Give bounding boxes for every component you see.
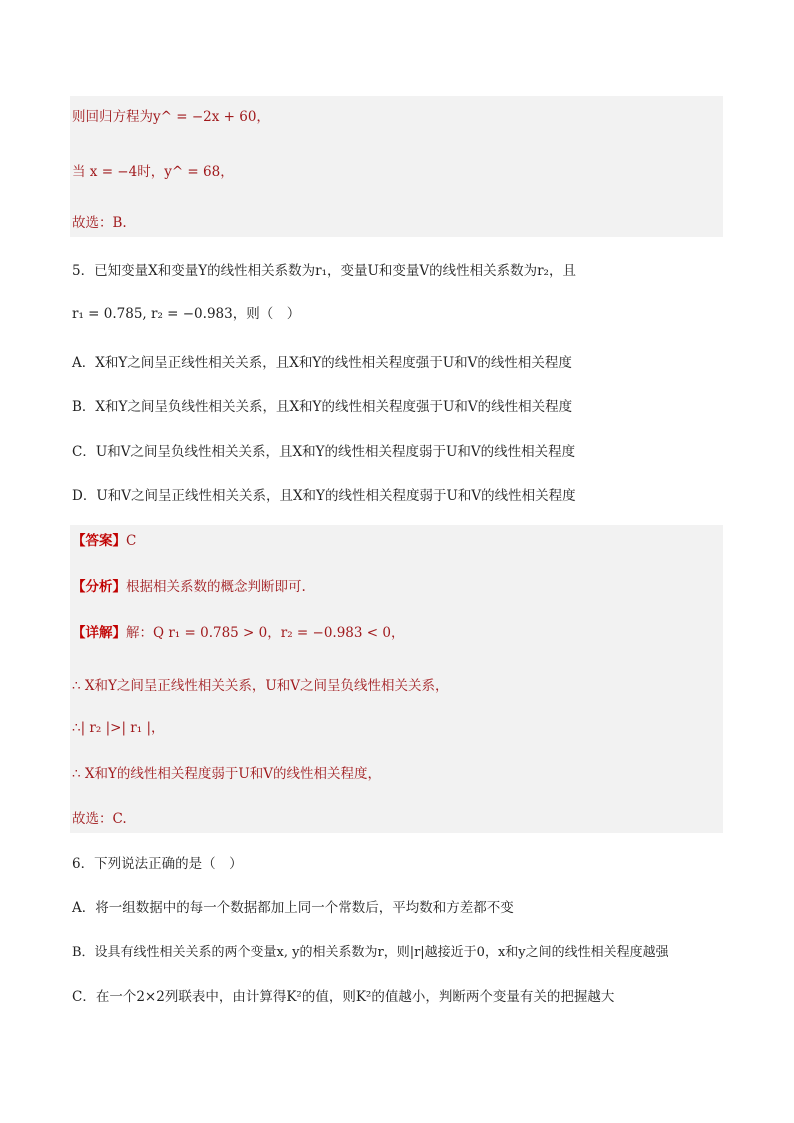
analysis-text: 根据相关系数的概念判断即可. <box>126 579 306 595</box>
q5-detail-line3: ∴| r₂ |>| r₁ |， <box>72 720 165 736</box>
q6-stem: 6．下列说法正确的是（ ） <box>72 856 243 872</box>
q5-stem-line2: r₁ = 0.785, r₂ = −0.983，则（ ） <box>72 306 301 322</box>
q5-detail-line1 <box>72 624 404 642</box>
q5-option-a: A．X和Y之间呈正线性相关关系，且X和Y的线性相关程度强于U和V的线性相关程度 <box>72 355 572 371</box>
q6-option-a: A．将一组数据中的每一个数据都加上同一个常数后，平均数和方差都不变 <box>72 900 514 916</box>
q5-option-b: B．X和Y之间呈负线性相关关系，且X和Y的线性相关程度强于U和V的线性相关程度 <box>72 399 573 415</box>
solution-line-substitute: 当 x = −4时，y^ = 68， <box>72 164 234 180</box>
solution-line-regression: 则回归方程为y^ = −2x + 60， <box>72 109 270 125</box>
q5-answer-line <box>72 532 136 550</box>
solution-line-choice: 故选：B. <box>72 215 127 231</box>
analysis-tag: 【分析】 <box>72 579 126 595</box>
answer-tag: 【答案】 <box>72 533 126 549</box>
detail-tag: 【详解】 <box>72 625 126 641</box>
q5-option-c: C．U和V之间呈负线性相关关系，且X和Y的线性相关程度弱于U和V的线性相关程度 <box>72 444 576 460</box>
answer-value: C <box>126 533 137 549</box>
q5-detail-line2: ∴ X和Y之间呈正线性相关关系，U和V之间呈负线性相关关系， <box>72 678 449 694</box>
q5-detail-line5: 故选：C. <box>72 811 127 827</box>
q5-detail-line4: ∴ X和Y的线性相关程度弱于U和V的线性相关程度， <box>72 766 382 782</box>
q6-option-c: C．在一个2×2列联表中，由计算得K²的值，则K²的值越小，判断两个变量有关的把握越大 <box>72 989 615 1005</box>
detail-text-1: 解：Q r₁ = 0.785 > 0，r₂ = −0.983 < 0， <box>126 625 405 641</box>
q5-analysis-line <box>72 578 306 596</box>
q6-option-b: B．设具有线性相关关系的两个变量x, y的相关系数为r，则|r|越接近于0，x和y之间的线性相关程度越强 <box>72 945 669 960</box>
q5-option-d: D．U和V之间呈正线性相关关系，且X和Y的线性相关程度弱于U和V的线性相关程度 <box>72 488 576 504</box>
q5-stem-line1: 5．已知变量X和变量Y的线性相关系数为r₁，变量U和变量V的线性相关系数为r₂，且 <box>72 263 576 279</box>
